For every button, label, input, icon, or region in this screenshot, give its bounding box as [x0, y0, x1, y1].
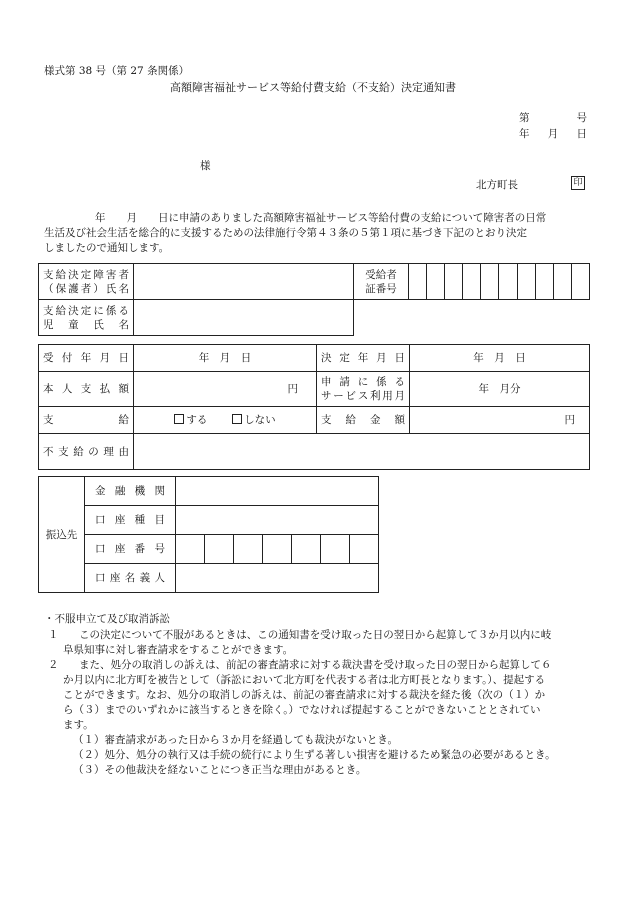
- body-text-line-2: 生活及び社会生活を総合的に支援するための法律施行令第４３条の５第１項に基づき下記のとおり決定: [44, 227, 527, 239]
- empty-cell: [354, 300, 590, 336]
- note-2-number: ２: [48, 659, 59, 671]
- cert-number-digit[interactable]: [427, 264, 445, 300]
- seal-icon: 印: [571, 176, 585, 190]
- note-2-line-1: また、処分の取消しの訴えは、前記の審査請求に対する裁決書を受け取った日の翌日から起算して６: [79, 659, 552, 671]
- issuer-name: 北方町長: [476, 179, 518, 191]
- bank-label: 金融機関: [85, 477, 176, 506]
- transfer-label: 振込先: [39, 477, 85, 593]
- cert-number-digit[interactable]: [481, 264, 499, 300]
- received-date-label: 受付年月日: [39, 345, 134, 372]
- issue-date: 年 月 日: [519, 128, 587, 140]
- reason-field[interactable]: [134, 434, 590, 470]
- cert-number-digit[interactable]: [571, 264, 589, 300]
- note-sub-1: （１）審査請求があった日から３か月を経過しても裁決がないとき。: [73, 734, 398, 746]
- account-number-digit[interactable]: [205, 535, 234, 564]
- payment-amount-value[interactable]: 円: [410, 407, 590, 434]
- payment-choice: [134, 407, 317, 434]
- payment-label: 支給: [39, 407, 134, 434]
- cert-number-label: 受給者 証番号: [354, 264, 409, 300]
- document-number: 第 号: [519, 112, 587, 124]
- transfer-table: [38, 476, 379, 593]
- document-title: 高額障害福祉サービス等給付費支給（不支給）決定通知書: [170, 81, 456, 94]
- service-month-label: 申請に係る サービス利用月: [317, 372, 410, 407]
- note-sub-2: （２）処分、処分の執行又は手続の続行により生ずる著しい損害を避けるため緊急の必要があるとき。: [73, 749, 556, 761]
- checkbox-icon[interactable]: [174, 414, 184, 424]
- cert-number-digit[interactable]: [535, 264, 553, 300]
- account-holder-label: 口座名義人: [85, 564, 176, 593]
- decision-date-label: 決定年月日: [317, 345, 410, 372]
- note-1-number: １: [48, 629, 59, 641]
- decision-date-value[interactable]: 年 月 日: [410, 345, 590, 372]
- cert-number-digit[interactable]: [499, 264, 517, 300]
- recipient-table: [38, 263, 590, 336]
- cert-number-digit[interactable]: [463, 264, 481, 300]
- self-pay-label: 本人支払額: [39, 372, 134, 407]
- account-number-digit[interactable]: [176, 535, 205, 564]
- note-2-line-5: ます。: [63, 719, 94, 731]
- cert-number-digit[interactable]: [517, 264, 535, 300]
- cert-number-digit[interactable]: [409, 264, 427, 300]
- account-number-label: 口座番号: [85, 535, 176, 564]
- account-number-digit[interactable]: [234, 535, 263, 564]
- addressee-suffix: 様: [200, 160, 211, 172]
- payment-yes-option[interactable]: する: [174, 414, 207, 426]
- payment-no-option[interactable]: しない: [232, 414, 276, 426]
- seal-mark: [571, 176, 585, 190]
- note-1-line-2: 阜県知事に対し審査請求をすることができます。: [63, 644, 294, 656]
- cert-number-digit[interactable]: [553, 264, 571, 300]
- child-name-field[interactable]: [134, 300, 354, 336]
- reason-label: 不支給の理由: [39, 434, 134, 470]
- account-number-digit[interactable]: [321, 535, 350, 564]
- note-2-line-4: ら（３）までのいずれかに該当するときを除く。）でなければ提起することができないこととされてい: [63, 704, 541, 716]
- note-1-line-1: この決定について不服があるときは、この通知書を受け取った日の翌日から起算して３か月以内に岐: [79, 629, 552, 641]
- account-number-digit[interactable]: [263, 535, 292, 564]
- account-holder-field[interactable]: [176, 564, 379, 593]
- self-pay-value[interactable]: 円: [134, 372, 317, 407]
- recipient-name-label: 支給決定障害者 （保護者）氏名: [39, 264, 134, 300]
- service-month-value[interactable]: 年 月分: [410, 372, 590, 407]
- account-type-label: 口座種目: [85, 506, 176, 535]
- notes-heading: ・不服申立て及び取消訴訟: [44, 613, 170, 625]
- received-date-value[interactable]: 年 月 日: [134, 345, 317, 372]
- account-number-digit[interactable]: [350, 535, 379, 564]
- body-text-line-3: しましたので通知します。: [44, 242, 170, 254]
- decision-table: [38, 344, 590, 470]
- child-name-label: 支給決定に係る 児 童 氏 名: [39, 300, 134, 336]
- account-number-digit[interactable]: [292, 535, 321, 564]
- checkbox-icon[interactable]: [232, 414, 242, 424]
- account-type-field[interactable]: [176, 506, 379, 535]
- note-2-line-2: か月以内に北方町を被告として（訴訟において北方町を代表する者は北方町長となります。）、提起する: [63, 674, 546, 686]
- recipient-name-field[interactable]: [134, 264, 354, 300]
- body-text-line-1: 年 月 日に申請のありました高額障害福祉サービス等給付費の支給について障害者の日常: [95, 212, 547, 224]
- cert-number-digit[interactable]: [445, 264, 463, 300]
- payment-amount-label: 支給金額: [317, 407, 410, 434]
- note-2-line-3: ことができます。なお、処分の取消しの訴えは、前記の審査請求に対する裁決を経た後（次の（１）か: [63, 689, 546, 701]
- bank-field[interactable]: [176, 477, 379, 506]
- form-number: 様式第 38 号（第 27 条関係）: [44, 65, 190, 77]
- note-sub-3: （３）その他裁決を経ないことにつき正当な理由があるとき。: [73, 764, 367, 776]
